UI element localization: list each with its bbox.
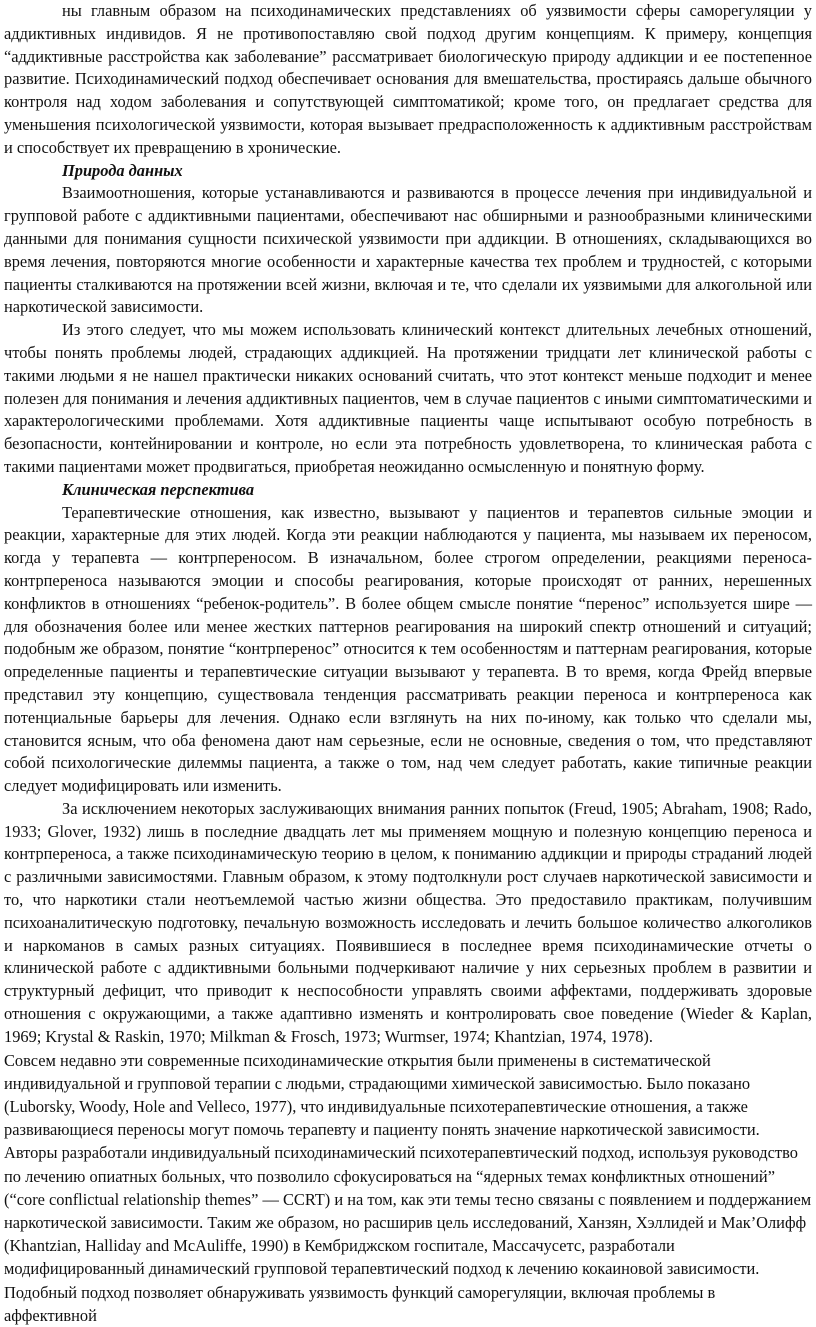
section-heading-clinical-perspective: Клиническая перспектива (62, 479, 255, 499)
paragraph-6: Совсем недавно эти современные психодинамические открытия были применены в систематической индивидуальной и групповой терапии с людьми, страдающими химической зависимостью. Было показано (Luborsky, Woody, Hole and Velleco, 1977), что индивидуальные психотерапевтические отношения, а также развивающиеся переносы могут помочь терапевту и пациенту понять значение наркотической зависимости. Авторы разработали индивидуальный психодинамический психотерапевтический подход, используя руководство по лечению опиатных больных, что позволило сфокусироваться на “ядерных темах конфликтных отношений” (“core conflictual relationship themes” — CCRT) и на том, как эти темы тесно связаны с появлением и поддержанием наркотической зависимости. Таким же образом, но расширив цель исследований, Ханзян, Хэллидей и Мак’Олифф (Khantzian, Halliday and McAuliffe, 1990) в Кембриджском госпитале, Массачусетс, разработали модифицированный динамический групповой терапевтический подход к лечению кокаиновой зависимости. Подобный подход позволяет обнаруживать уязвимость функций саморегуляции, включая проблемы в аффективной (4, 1050, 812, 1325)
paragraph-2: Взаимоотношения, которые устанавливаются и развиваются в процессе лечения при индивидуальной и групповой работе с аддиктивными пациентами, обеспечивают нас обширными и разнообразными клиническими данными для понимания сущности психической уязвимости при аддикции. В отношениях, складывающихся во время лечения, повторяются многие особенности и характерные качества тех проблем и трудностей, с которыми пациенты сталкиваются на протяжении всей жизни, включая и те, что сделали их уязвимыми для алкогольной или наркотической зависимости. (4, 183, 812, 317)
section-heading-nature-of-data: Природа данных (62, 160, 183, 180)
paragraph-4: Терапевтические отношения, как известно, вызывают у пациентов и терапевтов сильные эмоции и реакции, характерные для этих людей. Когда эти реакции наблюдаются у пациента, мы называем их переносом, когда у терапевта — контрпереносом. В изначальном, более строгом определении, реакциями переноса-контрпереноса называются эмоции и способы реагирования, которые происходят от ранних, нерешенных конфликтов в отношениях “ребенок-родитель”. В более общем смысле понятие “перенос” используется шире — для обозначения более или менее жестких паттернов реагирования на широкий спектр отношений и ситуаций; подобным же образом, понятие “контрперенос” относится к тем особенностям и паттернам реагирования, которые определенные пациенты и терапевтические ситуации вызывают у терапевта. В то время, когда Фрейд впервые представил эту концепцию, существовала тенденция рассматривать реакции переноса и контрпереноса как потенциальные барьеры для лечения. Однако если взглянуть на них по-иному, как только что сделали мы, становится ясным, что оба феномена дают нам серьезные, если не основные, сведения о том, что представляют собой психологические дилеммы пациента, а также о том, над чем следует работать, какие типичные реакции следует модифицировать или изменить. (4, 502, 812, 796)
paragraph-3: Из этого следует, что мы можем использовать клинический контекст длительных лечебных отношений, чтобы понять проблемы людей, страдающих аддикцией. На протяжении тридцати лет клинической работы с такими людьми я не нашел практически никаких оснований считать, что этот контекст меньше подходит и менее полезен для понимания и лечения аддиктивных пациентов, чем в случае пациентов с иными симптоматическими и характерологическими проблемами. Хотя аддиктивные пациенты чаще испытывают особую потребность в безопасности, контейнировании и контроле, но если эта потребность удовлетворена, то клиническая работа с такими пациентами может продвигаться, приобретая неожиданно осмысленную и понятную форму. (4, 320, 812, 476)
paragraph-5: За исключением некоторых заслуживающих внимания ранних попыток (Freud, 1905; Abraham, 1908; Rado, 1933; Glover, 1932) лишь в последние двадцать лет мы применяем мощную и полезную концепцию переноса и контрпереноса, а также психодинамическую теорию в целом, к пониманию аддикции и природы страданий людей с различными зависимостями. Главным образом, к этому подтолкнули рост случаев наркотической зависимости и то, что наркотики стали неотъемлемой частью жизни общества. Это предоставило практикам, получившим психоаналитическую подготовку, печальную возможность исследовать и лечить большое количество алкоголиков и наркоманов в самых разных ситуациях. Появившиеся в последнее время психодинамические отчеты о клинической работе с аддиктивными больными подчеркивают наличие у них серьезных проблем в развитии и структурный дефицит, что приводит к неспособности управлять своими аффектами, поддерживать здоровые отношения с окружающими, а также адаптивно изменять и контролировать свое поведение (Wieder & Kaplan, 1969; Krystal & Raskin, 1970; Milkman & Frosch, 1973; Wurmser, 1974; Khantzian, 1974, 1978). (4, 798, 812, 1046)
paragraph-1: ны главным образом на психодинамических представлениях об уязвимости сферы саморегуляции у аддиктивных индивидов. Я не противопоставляю свой подход другим концепциям. К примеру, концепция “аддиктивные расстройства как заболевание” рассматривает биологическую природу аддикции и ее постепенное развитие. Психодинамический подход обеспечивает основания для вмешательства, простираясь дальше обычного контроля над ходом заболевания и сопутствующей симптоматикой; кроме того, он предлагает средства для уменьшения психологической уязвимости, которая вызывает предрасположенность к аддиктивным расстройствам и способствует их превращению в хронические. (4, 1, 812, 157)
